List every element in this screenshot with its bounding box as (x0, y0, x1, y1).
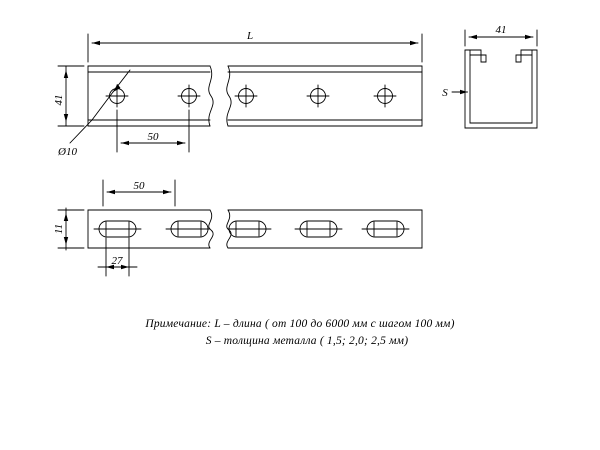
label-front-length: L (246, 30, 254, 42)
label-top-pitch: 50 (133, 180, 145, 192)
top-view-slot (295, 221, 342, 237)
top-view-slot (228, 221, 271, 237)
front-view-hole (307, 85, 329, 107)
label-section-width: 41 (495, 24, 507, 36)
top-view-slot (94, 221, 141, 237)
label-front-height: 41 (53, 94, 65, 106)
front-view-hole (374, 85, 396, 107)
front-view-hole (178, 85, 200, 107)
top-view-slot (166, 221, 210, 237)
label-slot-length: 27 (111, 255, 123, 267)
label-section-thickness: S (442, 87, 448, 99)
front-view-hole (235, 85, 257, 107)
label-top-height: 11 (53, 223, 65, 235)
section-view-outline (465, 50, 537, 128)
label-front-pitch: 50 (147, 131, 159, 143)
top-view-slot (362, 221, 409, 237)
dimension-length-L (88, 34, 422, 62)
dimension-hole-diameter (70, 70, 130, 143)
note-line-length: Примечание: L – длина ( от 100 до 6000 мм с шагом 100 мм) (145, 318, 455, 330)
note-line-thickness: S – толщина металла ( 1,5; 2,0; 2,5 мм) (205, 335, 409, 347)
front-view-break-line (209, 66, 231, 126)
label-hole-diameter: Ø10 (58, 146, 77, 158)
notes-block (0, 316, 600, 350)
